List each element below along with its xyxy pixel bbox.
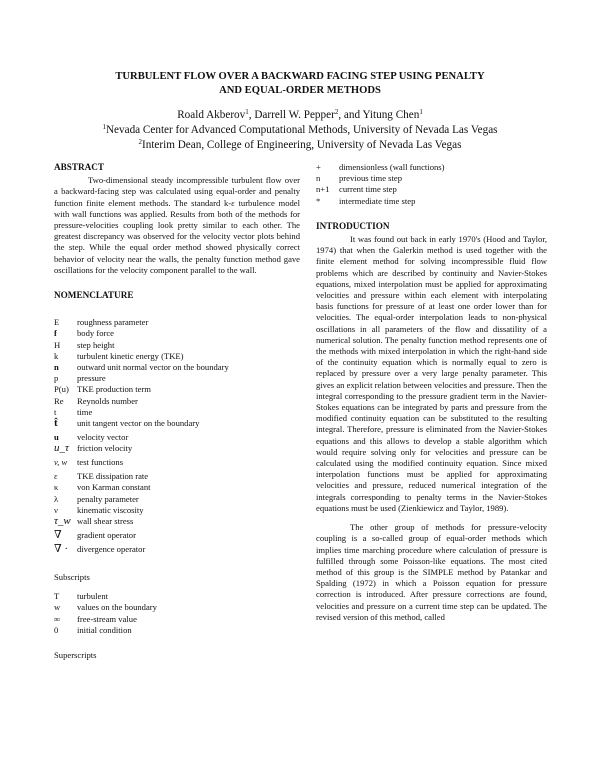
affiliation-2: $^2$Interim Dean, College of Engineering, University of Nevada Las Vegas	[138, 138, 462, 151]
nomenclature-item: k turbulent kinetic energy (TKE)	[54, 350, 184, 361]
nomenclature-item: ∇ · divergence operator	[54, 543, 146, 556]
nomenclature-item: ν kinematic viscosity	[54, 504, 144, 515]
nomenclature-list	[54, 317, 300, 558]
nomenclature-item: κ von Karman constant	[54, 482, 151, 493]
nomenclature-item: ε TKE dissipation rate	[54, 471, 149, 482]
subscript-item: ∞ free-stream value	[54, 613, 137, 624]
subscript-item: T turbulent	[54, 591, 109, 602]
introduction-paragraph-1: It was found out back in early 1970's (Hood and Taylor, 1974) that when the Galerkin method is used together with the finite element method for solving incompressible fluid flow problems which are described by continuity and Navier-Stokes equations, mixed interpolation must be applied for approximating velocities and pressure within each element with interpolating basis functions for pressure of at least one order lower than for velocities. The equal-order interpolation leads to non-physical oscillations in all parameters of the flow and dissatility of a numerical solution. The penalty function method represents one of the methods with mixed interpolation in which the right-hand side of the continuity equation which is normally equal to zero is replaced by pressure over a very large penalty parameter. This gives an explicit relation between velocities and pressure. Then the integral corresponding to the pressure gradient term in the Navier-Stokes equations can be integrated by parts and pressure from the modified continuity equation can be substituted to the resulting integral. Therefore, pressure is eliminated from the Navier-Stokes equations and this allows to develop a stable algorithm which would require solving only for velocities and pressure can be calculated using the modified continuity equation. Since mixed interpolation functions must be applied for approximating velocities and pressure, reduced numerical integration of the integrals corresponding to penalty terms in the Navier-Stokes equations must be used (Zienkiewicz and Taylor, 1989).	[316, 234, 547, 513]
author-block	[40, 108, 560, 153]
nomenclature-item: λ penalty parameter	[54, 493, 139, 504]
nomenclature-item: H step height	[54, 339, 115, 350]
nomenclature-item: u velocity vector	[54, 432, 129, 443]
subscript-item: w values on the boundary	[54, 602, 157, 613]
author-names: Roald Akberov$^1$, Darrell W. Pepper$^2$, and Yitung Chen$^1$	[177, 108, 423, 121]
introduction-heading: INTRODUCTION	[316, 220, 390, 231]
superscript-item: n+1 current time step	[316, 184, 397, 195]
introduction-paragraph-2: The other group of methods for pressure-velocity coupling is a so-called group of equal-order methods which implies time marching procedure where calculation of pressure is fulfilled through some Poisson-like equations. The most cited method of this group is the SIMPLE method by Patankar and Spalding (1972) in which a Poisson equation for pressure correction is introduced. After pressure corrections are found, velocities and pressure on a current time step can be updated. The revised version of this method, called	[316, 522, 547, 622]
abstract-heading: ABSTRACT	[54, 162, 105, 172]
subscripts-list	[54, 591, 300, 636]
subscript-item: 0 initial condition	[54, 624, 132, 635]
superscript-item: n previous time step	[316, 173, 403, 184]
nomenclature-item: ∇ gradient operator	[54, 529, 136, 542]
nomenclature-item: v, w test functions	[54, 457, 124, 468]
left-column	[54, 162, 300, 661]
superscripts-list	[316, 162, 547, 207]
nomenclature-item: E roughness parameter	[54, 317, 149, 328]
superscripts-heading: Superscripts	[54, 650, 97, 661]
title-line-2: AND EQUAL-ORDER METHODS	[219, 85, 381, 96]
affiliation-1: $^1$Nevada Center for Advanced Computational Methods, University of Nevada Las Vegas	[102, 123, 498, 136]
subscripts-heading: Subscripts	[54, 572, 90, 583]
nomenclature-heading: NOMENCLATURE	[54, 290, 134, 301]
nomenclature-item: t̂ unit tangent vector on the boundary	[54, 417, 200, 430]
nomenclature-item: f body force	[54, 328, 114, 339]
superscript-item: * intermediate time step	[316, 195, 416, 206]
superscript-item: + dimensionless (wall functions)	[316, 162, 445, 172]
nomenclature-item: n outward unit normal vector on the boundary	[54, 362, 229, 373]
nomenclature-item: τ_w wall shear stress	[54, 515, 134, 528]
abstract-text: Two-dimensional steady incompressible turbulent flow over a backward-facing step was calculated using equal-order and penalty function finite element methods. The standard k-ε turbulence model with wall functions was applied. Results from both of the methods for pressure-velocities coupling look pretty similar to each other. The greatest discrepancy was observed for the velocity vector plots behind the step. While the equal order method showed physically correct behavior of velocity near the walls, the penalty function method gave oscillations for the velocity component parallel to the wall.	[54, 175, 300, 275]
right-column	[316, 162, 547, 623]
title-line-1: TURBULENT FLOW OVER A BACKWARD FACING STEP USING PENALTY	[115, 71, 485, 82]
nomenclature-item: u_τ friction velocity	[54, 442, 133, 455]
nomenclature-item: p pressure	[54, 373, 106, 384]
paper-title	[60, 70, 540, 98]
nomenclature-item: P(u) TKE production term	[54, 384, 151, 395]
nomenclature-item: Re Reynolds number	[54, 395, 138, 406]
nomenclature-item: t time	[54, 406, 93, 417]
